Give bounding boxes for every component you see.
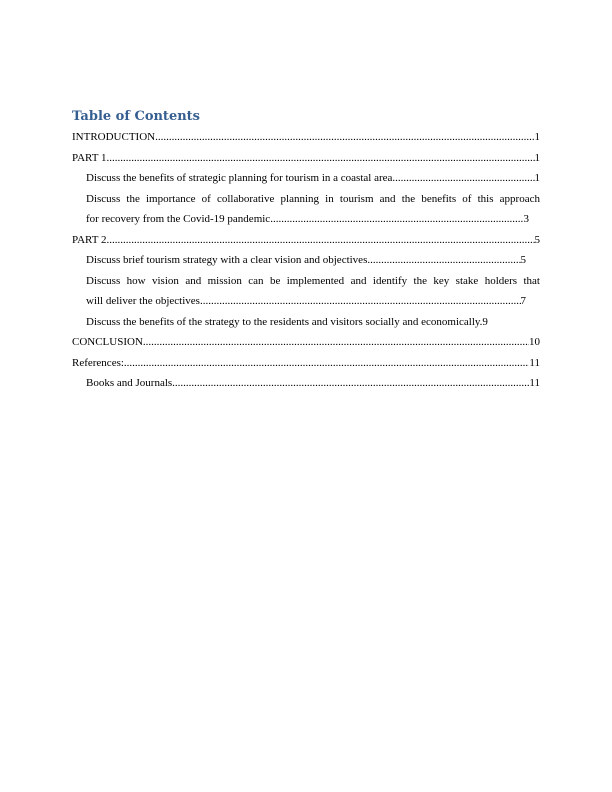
toc-page-number: 1 <box>534 172 540 184</box>
toc-page-number: 10 <box>529 336 540 348</box>
table-of-contents <box>72 127 540 394</box>
toc-entry-vision-mission[interactable] <box>72 271 540 312</box>
toc-entry-label: References: <box>72 356 124 369</box>
dot-leader <box>124 353 529 374</box>
toc-entry-strategic-planning[interactable] <box>72 168 540 189</box>
toc-entry-label-line1: Discuss how vision and mission can be implemented and identify the key stake holders that <box>86 274 540 287</box>
toc-entry-line2 <box>86 291 526 312</box>
toc-entry-label: Discuss the benefits of strategic planning for tourism in a coastal area <box>86 172 393 184</box>
toc-entry-conclusion[interactable] <box>72 332 540 353</box>
toc-page-number: 11 <box>529 377 540 389</box>
dot-leader <box>143 332 529 353</box>
toc-entry-label: PART 1 <box>72 151 107 164</box>
dot-leader <box>367 250 520 271</box>
dot-leader <box>107 148 535 169</box>
toc-entry-line2 <box>86 209 529 230</box>
toc-entry-label: Books and Journals <box>86 377 173 389</box>
toc-entry-label: Discuss the benefits of the strategy to the residents and visitors socially and economically. <box>86 315 483 328</box>
toc-entry-books-journals[interactable] <box>72 373 540 394</box>
toc-entry-references[interactable] <box>72 353 540 374</box>
dot-leader <box>200 291 521 312</box>
toc-page-number: 3 <box>523 213 529 225</box>
toc-page-number: 9 <box>482 315 488 328</box>
dot-leader <box>107 230 535 251</box>
dot-leader <box>155 127 534 148</box>
toc-entry-strategy-benefits[interactable] <box>72 312 553 333</box>
toc-entry-tourism-strategy[interactable] <box>72 250 526 271</box>
toc-page-number: 5 <box>534 233 540 246</box>
dot-leader <box>172 373 529 394</box>
toc-entry-part-1[interactable] <box>72 148 540 169</box>
toc-entry-label: Discuss brief tourism strategy with a clear vision and objectives <box>86 254 368 266</box>
toc-entry-label: for recovery from the Covid-19 pandemic <box>86 213 271 225</box>
toc-entry-label: INTRODUCTION <box>72 131 156 143</box>
toc-entry-part-2[interactable] <box>72 230 540 251</box>
toc-title: Table of Contents <box>72 109 200 124</box>
toc-entry-label: CONCLUSION <box>72 336 143 348</box>
toc-entry-introduction[interactable] <box>72 127 540 148</box>
dot-leader <box>392 168 534 189</box>
toc-page-number: 1 <box>534 151 540 164</box>
dot-leader <box>270 209 523 230</box>
toc-page-number: 7 <box>520 295 526 307</box>
toc-entry-label: will deliver the objectives <box>86 295 200 307</box>
toc-page-number: 1 <box>534 131 540 143</box>
toc-page-number: 5 <box>520 254 526 266</box>
toc-entry-label-line1: Discuss the importance of collaborative planning in tourism and the benefits of this approach <box>86 192 540 205</box>
toc-entry-collaborative-planning[interactable] <box>72 189 540 230</box>
toc-entry-label: PART 2 <box>72 233 107 246</box>
toc-page-number: 11 <box>529 356 540 369</box>
